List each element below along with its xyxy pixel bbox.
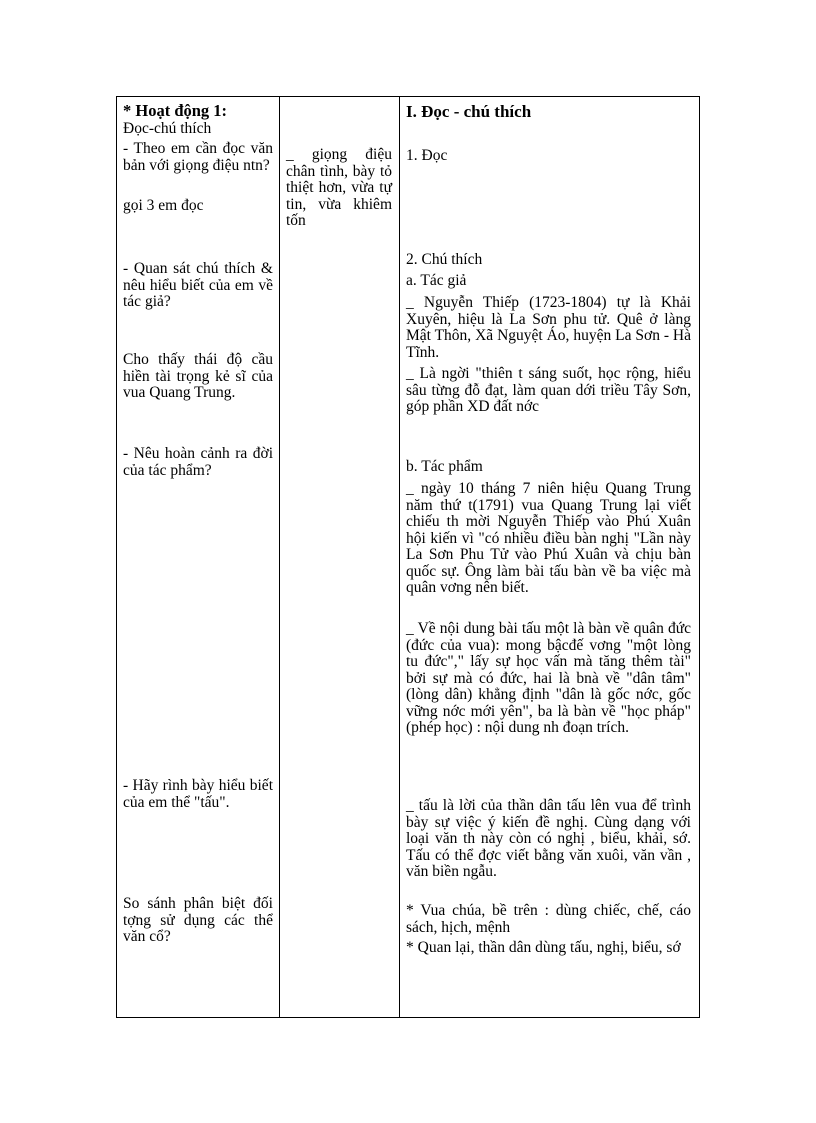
column-activities [117,97,280,1017]
activity-subtitle: Đọc-chú thích [123,120,212,137]
note-author-attitude: Cho thấy thái độ cầu hiền tài trọng kẻ sĩ của vua Quang Trung. [123,351,273,401]
work-paragraph-2: _ Về nội dung bài tấu một là bàn về quân đức (đức của vua): mong bậcđế vơng "một lòng tu đức"," lấy sự học vấn mà tăng thêm tài" bởi sự mà có đức, hai là bnà về "dân tâm" (lòng dân) khẳng định "dân là gốc nớc, gốc vững nớc mới yên", ba là bàn về "học pháp" (phép học) : nội dung nh đoạn trích. [406,620,691,736]
question-author: - Quan sát chú thích & nêu hiểu biết của em về tác giả? [123,260,273,310]
author-title: a. Tác giả [406,272,467,289]
work-title: b. Tác phẩm [406,458,483,475]
answer-voice: _ giọng điệu chân tình, bày tỏ thiệt hơn, vừa tự tin, vừa khiêm tốn [286,146,392,229]
genre-paragraph-2: * Vua chúa, bề trên : dùng chiếc, chế, cáo sách, hịch, mệnh [406,902,691,936]
question-context: - Nêu hoàn cảnh ra đời của tác phẩm? [123,445,273,479]
activity-title: * Hoạt động 1: [123,101,228,120]
lesson-table [116,96,700,1018]
author-paragraph-2: _ Là ngời "thiên t sáng suốt, học rộng, hiểu sâu từng đỗ đạt, làm quan dới triều Tây Sơn, góp phần XD đất nớc [406,365,691,415]
question-reading-voice: - Theo em cần đọc văn bản với giọng điệu ntn? [123,140,273,174]
column-answers [280,97,400,1017]
genre-paragraph-1: _ tấu là lời của thần dân tấu lên vua để trình bày sự việc ý kiến đề nghị. Cùng dạng với loại văn th này còn có nghị , biểu, khải, sớ. Tấu có thể đợc viết bằng văn xuôi, văn vần , văn biền ngẫu. [406,797,691,880]
genre-paragraph-3: * Quan lại, thần dân dùng tấu, nghị, biểu, sớ [406,939,681,956]
column-content [400,97,699,1017]
work-paragraph-1: _ ngày 10 tháng 7 niên hiệu Quang Trung năm thứ t(1791) vua Quang Trung lại viết chiếu th mời Nguyễn Thiếp vào Phú Xuân hội kiến vì "có nhiều điều bàn nghị "Lần này La Sơn Phu Tử vào Phú Xuân và chịu bàn quốc sự. Ông làm bài tấu bàn về ba việc mà quân vơng nên biết. [406,480,691,596]
author-paragraph-1: _ Nguyễn Thiếp (1723-1804) tự là Khải Xuyên, hiệu là La Sơn phu tử. Quê ở làng Mật Thôn, Xã Nguyệt Áo, huyện La Sơn - Hà Tĩnh. [406,294,691,361]
read-title: 1. Đọc [406,147,448,164]
notes-title: 2. Chú thích [406,251,483,268]
call-students-note: gọi 3 em đọc [123,197,204,214]
question-genre: - Hãy rình bày hiểu biết của em thể "tấu". [123,777,273,811]
section-heading: I. Đọc - chú thích [406,102,532,121]
question-compare: So sánh phân biệt đối tợng sử dụng các thể văn cổ? [123,895,273,945]
